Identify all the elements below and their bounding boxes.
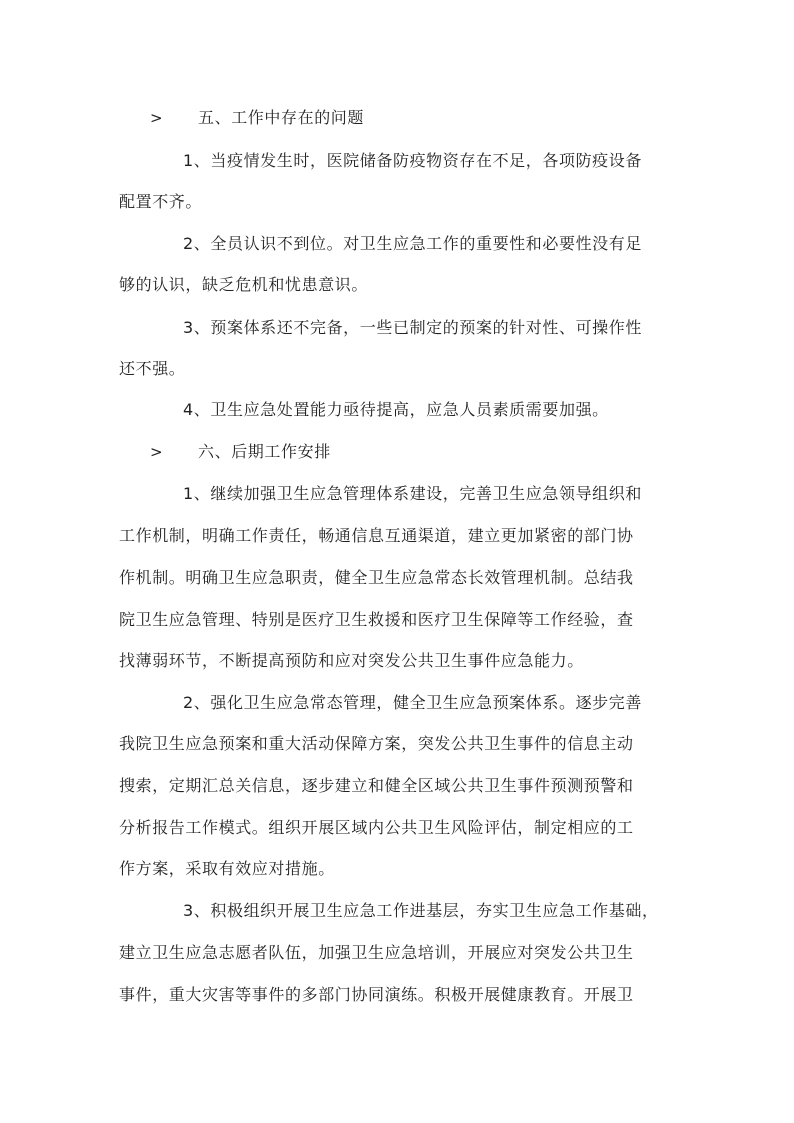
plan-2-line-2: 我院卫生应急预案和重大活动保障方案，突发公共卫生事件的信息主动 bbox=[119, 734, 634, 753]
plan-3-line-2: 建立卫生应急志愿者队伍，加强卫生应急培训，开展应对突发公共卫生 bbox=[119, 943, 634, 962]
problem-3-line-1: 3、预案体系还不完备，一些已制定的预案的针对性、可操作性 bbox=[183, 318, 642, 337]
section-5-bullet-marker: > bbox=[150, 109, 163, 127]
problem-4-line-1: 4、卫生应急处置能力亟待提高，应急人员素质需要加强。 bbox=[183, 400, 609, 419]
plan-3-line-3: 事件，重大灾害等事件的多部门协同演练。积极开展健康教育。开展卫 bbox=[119, 985, 634, 1004]
plan-1-line-2: 工作机制，明确工作责任，畅通信息互通渠道，建立更加紧密的部门协 bbox=[119, 526, 634, 545]
plan-2-line-4: 分析报告工作模式。组织开展区域内公共卫生风险评估，制定相应的工 bbox=[119, 818, 634, 837]
plan-1-line-5: 找薄弱环节，不断提高预防和应对突发公共卫生事件应急能力。 bbox=[119, 651, 584, 670]
plan-2-line-3: 搜索，定期汇总关信息，逐步建立和健全区域公共卫生事件预测预警和 bbox=[119, 776, 634, 795]
section-5-heading: 五、工作中存在的问题 bbox=[198, 108, 365, 127]
plan-2-line-1: 2、强化卫生应急常态管理，健全卫生应急预案体系。逐步完善 bbox=[183, 693, 642, 712]
problem-1-line-1: 1、当疫情发生时，医院储备防疫物资存在不足，各项防疫设备 bbox=[183, 151, 642, 170]
problem-2-line-2: 够的认识，缺乏危机和忧患意识。 bbox=[119, 275, 369, 294]
problem-1-line-2: 配置不齐。 bbox=[119, 192, 203, 211]
problem-3-line-2: 还不强。 bbox=[119, 359, 186, 378]
section-6-heading: 六、后期工作安排 bbox=[198, 442, 331, 461]
problem-2-line-1: 2、全员认识不到位。对卫生应急工作的重要性和必要性没有足 bbox=[183, 234, 642, 253]
plan-1-line-3: 作机制。明确卫生应急职责，健全卫生应急常态长效管理机制。总结我 bbox=[119, 568, 634, 587]
plan-1-line-4: 院卫生应急管理、特别是医疗卫生救援和医疗卫生保障等工作经验，查 bbox=[119, 610, 634, 629]
plan-1-line-1: 1、继续加强卫生应急管理体系建设，完善卫生应急领导组织和 bbox=[183, 484, 642, 503]
plan-2-line-5: 作方案，采取有效应对措施。 bbox=[119, 859, 335, 878]
plan-3-line-1: 3、积极组织开展卫生应急工作进基层，夯实卫生应急工作基础， bbox=[183, 901, 659, 920]
section-6-bullet-marker: > bbox=[150, 443, 163, 461]
